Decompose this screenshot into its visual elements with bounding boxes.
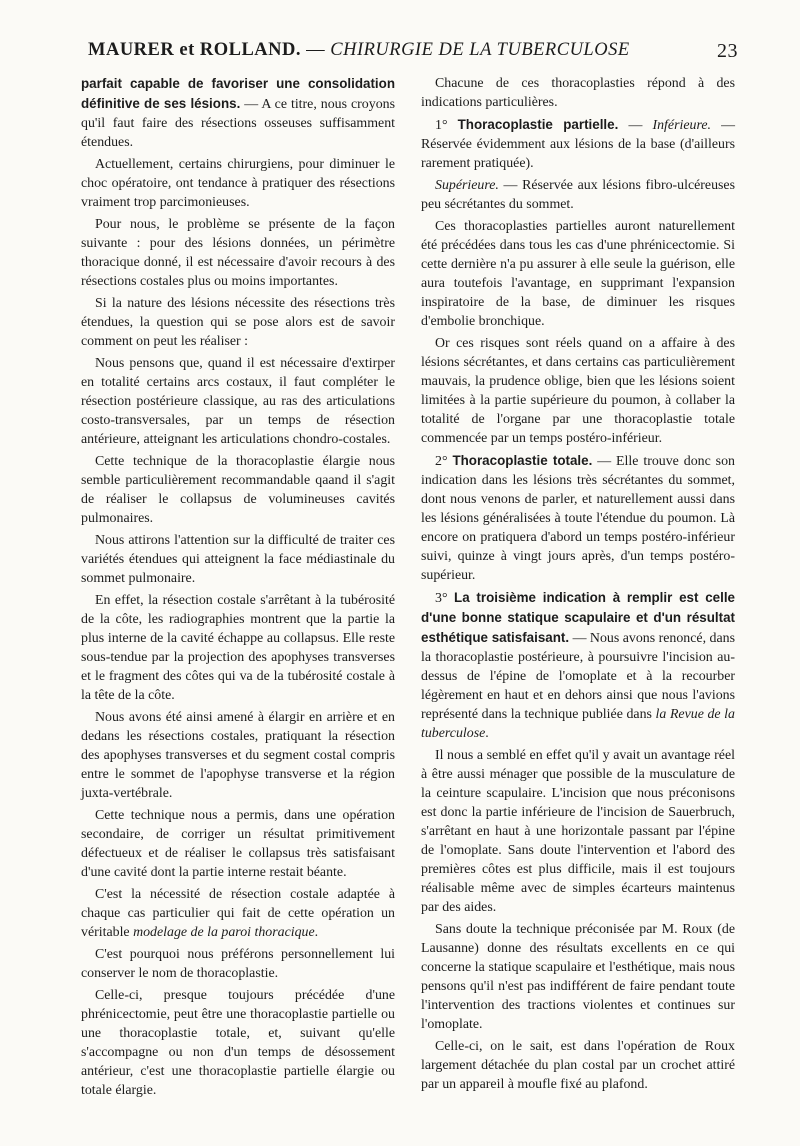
paragraph: Actuellement, certains chirurgiens, pour diminuer le choc opératoire, ont tendance à pratiquer des résections vraiment trop parcimonieuses.	[81, 157, 395, 210]
paragraph-text: — Nous avons renoncé, dans la thoracoplastie postérieure, à poursuivre l'incision au-dessus de l'épine de l'omoplate et à la recourber légèrement en haut et en dehors ainsi que nous l'avions représenté dans la technique publiée dans	[421, 631, 735, 722]
paragraph: C'est pourquoi nous préférons personnellement lui conserver le nom de thoracoplastie.	[81, 947, 395, 981]
paragraph: Ces thoracoplasties partielles auront naturellement été précédées dans tous les cas d'une phrénicectomie. Si cette dernière n'a pu assurer à elle seule la guérison, elle aura toutefois l'avantage, en supprimant l'expansion inspiratoire de la base, de diminuer les risques d'embolie bronchique.	[421, 219, 735, 329]
header-title: CHIRURGIE DE LA TUBERCULOSE	[330, 40, 630, 60]
header-dash: —	[301, 40, 331, 60]
paragraph: Celle-ci, presque toujours précédée d'une phrénicectomie, peut être une thoracoplastie partielle ou une thoracoplastie totale, et, suivant qu'elle s'accompagne ou non d'un temps de désossement antérieur, c'est une thoracoplastie partielle élargie ou totale élargie.	[81, 988, 395, 1098]
paragraph: En effet, la résection costale s'arrêtant à la tubérosité de la côte, les radiographies montrent que la partie la plus interne de la cavité échappe au collapsus. Elle reste sous-tendue par la projection des apophyses transverses et le fragment des côtes qui va de la tubérosité costale à la tête de la côte.	[81, 593, 395, 703]
paragraph: Cette technique de la thoracoplastie élargie nous semble particulièrement recommandable qaand il s'agit de réaliser le collapsus de volumineuses cavités pulmonaires.	[81, 454, 395, 526]
paragraph-text: —	[618, 118, 653, 133]
right-column	[421, 74, 735, 1097]
list-number: 3°	[435, 591, 455, 606]
paragraph	[421, 176, 735, 214]
paragraph: Chacune de ces thoracoplasties répond à des indications particulières.	[421, 76, 735, 110]
section-heading: La troisième indication à remplir est celle d'une bonne statique scapulaire et d'un résultat esthétique satisfaisant.	[421, 590, 735, 645]
paragraph: Nous avons été ainsi amené à élargir en arrière et en dedans les résections costales, pratiquant la résection des apophyses transverses et du segment costal compris entre le sommet de l'apophyse transverse et la région juxta-vertébrale.	[81, 710, 395, 801]
list-number: 2°	[435, 454, 453, 469]
paragraph: Nous pensons que, quand il est nécessaire d'extirper en totalité certains arcs costaux, il faut compléter le résection postérieure classique, au ras des articulations costo-transversales, par un temps de résection antérieure, atteignant les articulations chondro-costales.	[81, 356, 395, 447]
list-number: 1°	[435, 118, 458, 133]
paragraph-italic: la Revue de la tuberculose	[421, 707, 735, 741]
paragraph	[421, 115, 735, 173]
header-authors: MAURER et ROLLAND.	[88, 40, 301, 60]
paragraph	[421, 588, 735, 743]
paragraph: Il nous a semblé en effet qu'il y avait un avantage réel à être aussi ménager que possible de la musculature de la ceinture scapulaire. L'incision que nous préconisons est donc la partie inférieure de l'incision de Sauerbruch, s'arrêtant en haut à une horizontale passant par l'épine de l'omoplate. Sans doute l'intervention et l'abord des premières côtes est plus difficile, mais il est toujours réalisable même avec de simples écarteurs maintenus par des aides.	[421, 748, 735, 915]
paragraph: Si la nature des lésions nécessite des résections très étendues, la question qui se pose alors est de savoir comment on peut les réaliser :	[81, 296, 395, 349]
paragraph-text: C'est la nécessité de résection costale adaptée à chaque cas particulier qui fait de cette opération un véritable	[81, 887, 395, 940]
paragraph: Celle-ci, on le sait, est dans l'opération de Roux largement détachée du plan costal par un crochet attiré par un appareil à moufle fixé au plafond.	[421, 1039, 735, 1092]
section-heading: Thoracoplastie partielle.	[457, 117, 619, 132]
paragraph-text: — A ce titre, nous croyons qu'il faut faire des résections osseuses suffisamment étendues.	[81, 97, 395, 150]
paragraph-italic: Supérieure.	[435, 178, 499, 193]
paragraph-text: — Réservée évidemment aux lésions de la base (d'ailleurs rarement pratiquée).	[421, 118, 735, 171]
paragraph-text: — Elle trouve donc son indication dans les lésions très sécrétantes du sommet, dont nous venons de parler, et naturellement aussi dans les lésions généralisées à toute l'étendue du poumon. Là encore on pratiquera d'abord un temps postéro-inférieur suivi, quinze à vingt jours après, d'un temps postéro-supérieur.	[421, 454, 735, 583]
paragraph	[421, 451, 735, 585]
left-column	[81, 74, 395, 1103]
paragraph-text: .	[314, 925, 319, 940]
running-header	[88, 40, 738, 70]
paragraph: Cette technique nous a permis, dans une opération secondaire, de corriger un résultat primitivement défectueux et de réaliser le collapsus très satisfaisant d'une cavité dont la partie interne restait béante.	[81, 808, 395, 880]
paragraph	[81, 885, 395, 942]
paragraph: Pour nous, le problème se présente de la façon suivante : pour des lésions données, un périmètre thoracique donné, il est nécessaire d'avoir recours à des résections costales plus ou moins importantes.	[81, 217, 395, 289]
paragraph-italic: modelage de la paroi thoracique	[133, 925, 315, 940]
section-heading: Thoracoplastie totale.	[452, 453, 593, 468]
paragraph	[81, 74, 395, 152]
page-number: 23	[717, 40, 738, 62]
paragraph: Sans doute la technique préconisée par M. Roux (de Lausanne) donne des résultats excellents en ce qui concerne la statique scapulaire et l'esthétique, mais nous pensons qu'il n'est pas indifférent de faire pendant toute l'intervention des tractions violentes et continues sur l'omoplate.	[421, 922, 735, 1032]
paragraph: Nous attirons l'attention sur la difficulté de traiter ces variétés étendues qui atteignent la face médiastinale du sommet pulmonaire.	[81, 533, 395, 586]
paragraph-bold: parfait capable de favoriser une consolidation définitive de ses lésions.	[81, 76, 395, 111]
paragraph-text: — Réservée aux lésions fibro-ulcéreuses peu sécrétantes du sommet.	[421, 178, 735, 212]
paragraph-italic: Inférieure.	[652, 118, 711, 133]
paragraph-text: .	[485, 726, 489, 741]
paragraph: Or ces risques sont réels quand on a affaire à des lésions sécrétantes, et dans certains cas particulièrement mauvais, la prudence oblige, bien que les lésions soient limitées à la partie supérieure du poumon, à collaber la totalité de l'organe par une thoracoplastie totale commencée par un temps postéro-inférieur.	[421, 336, 735, 446]
